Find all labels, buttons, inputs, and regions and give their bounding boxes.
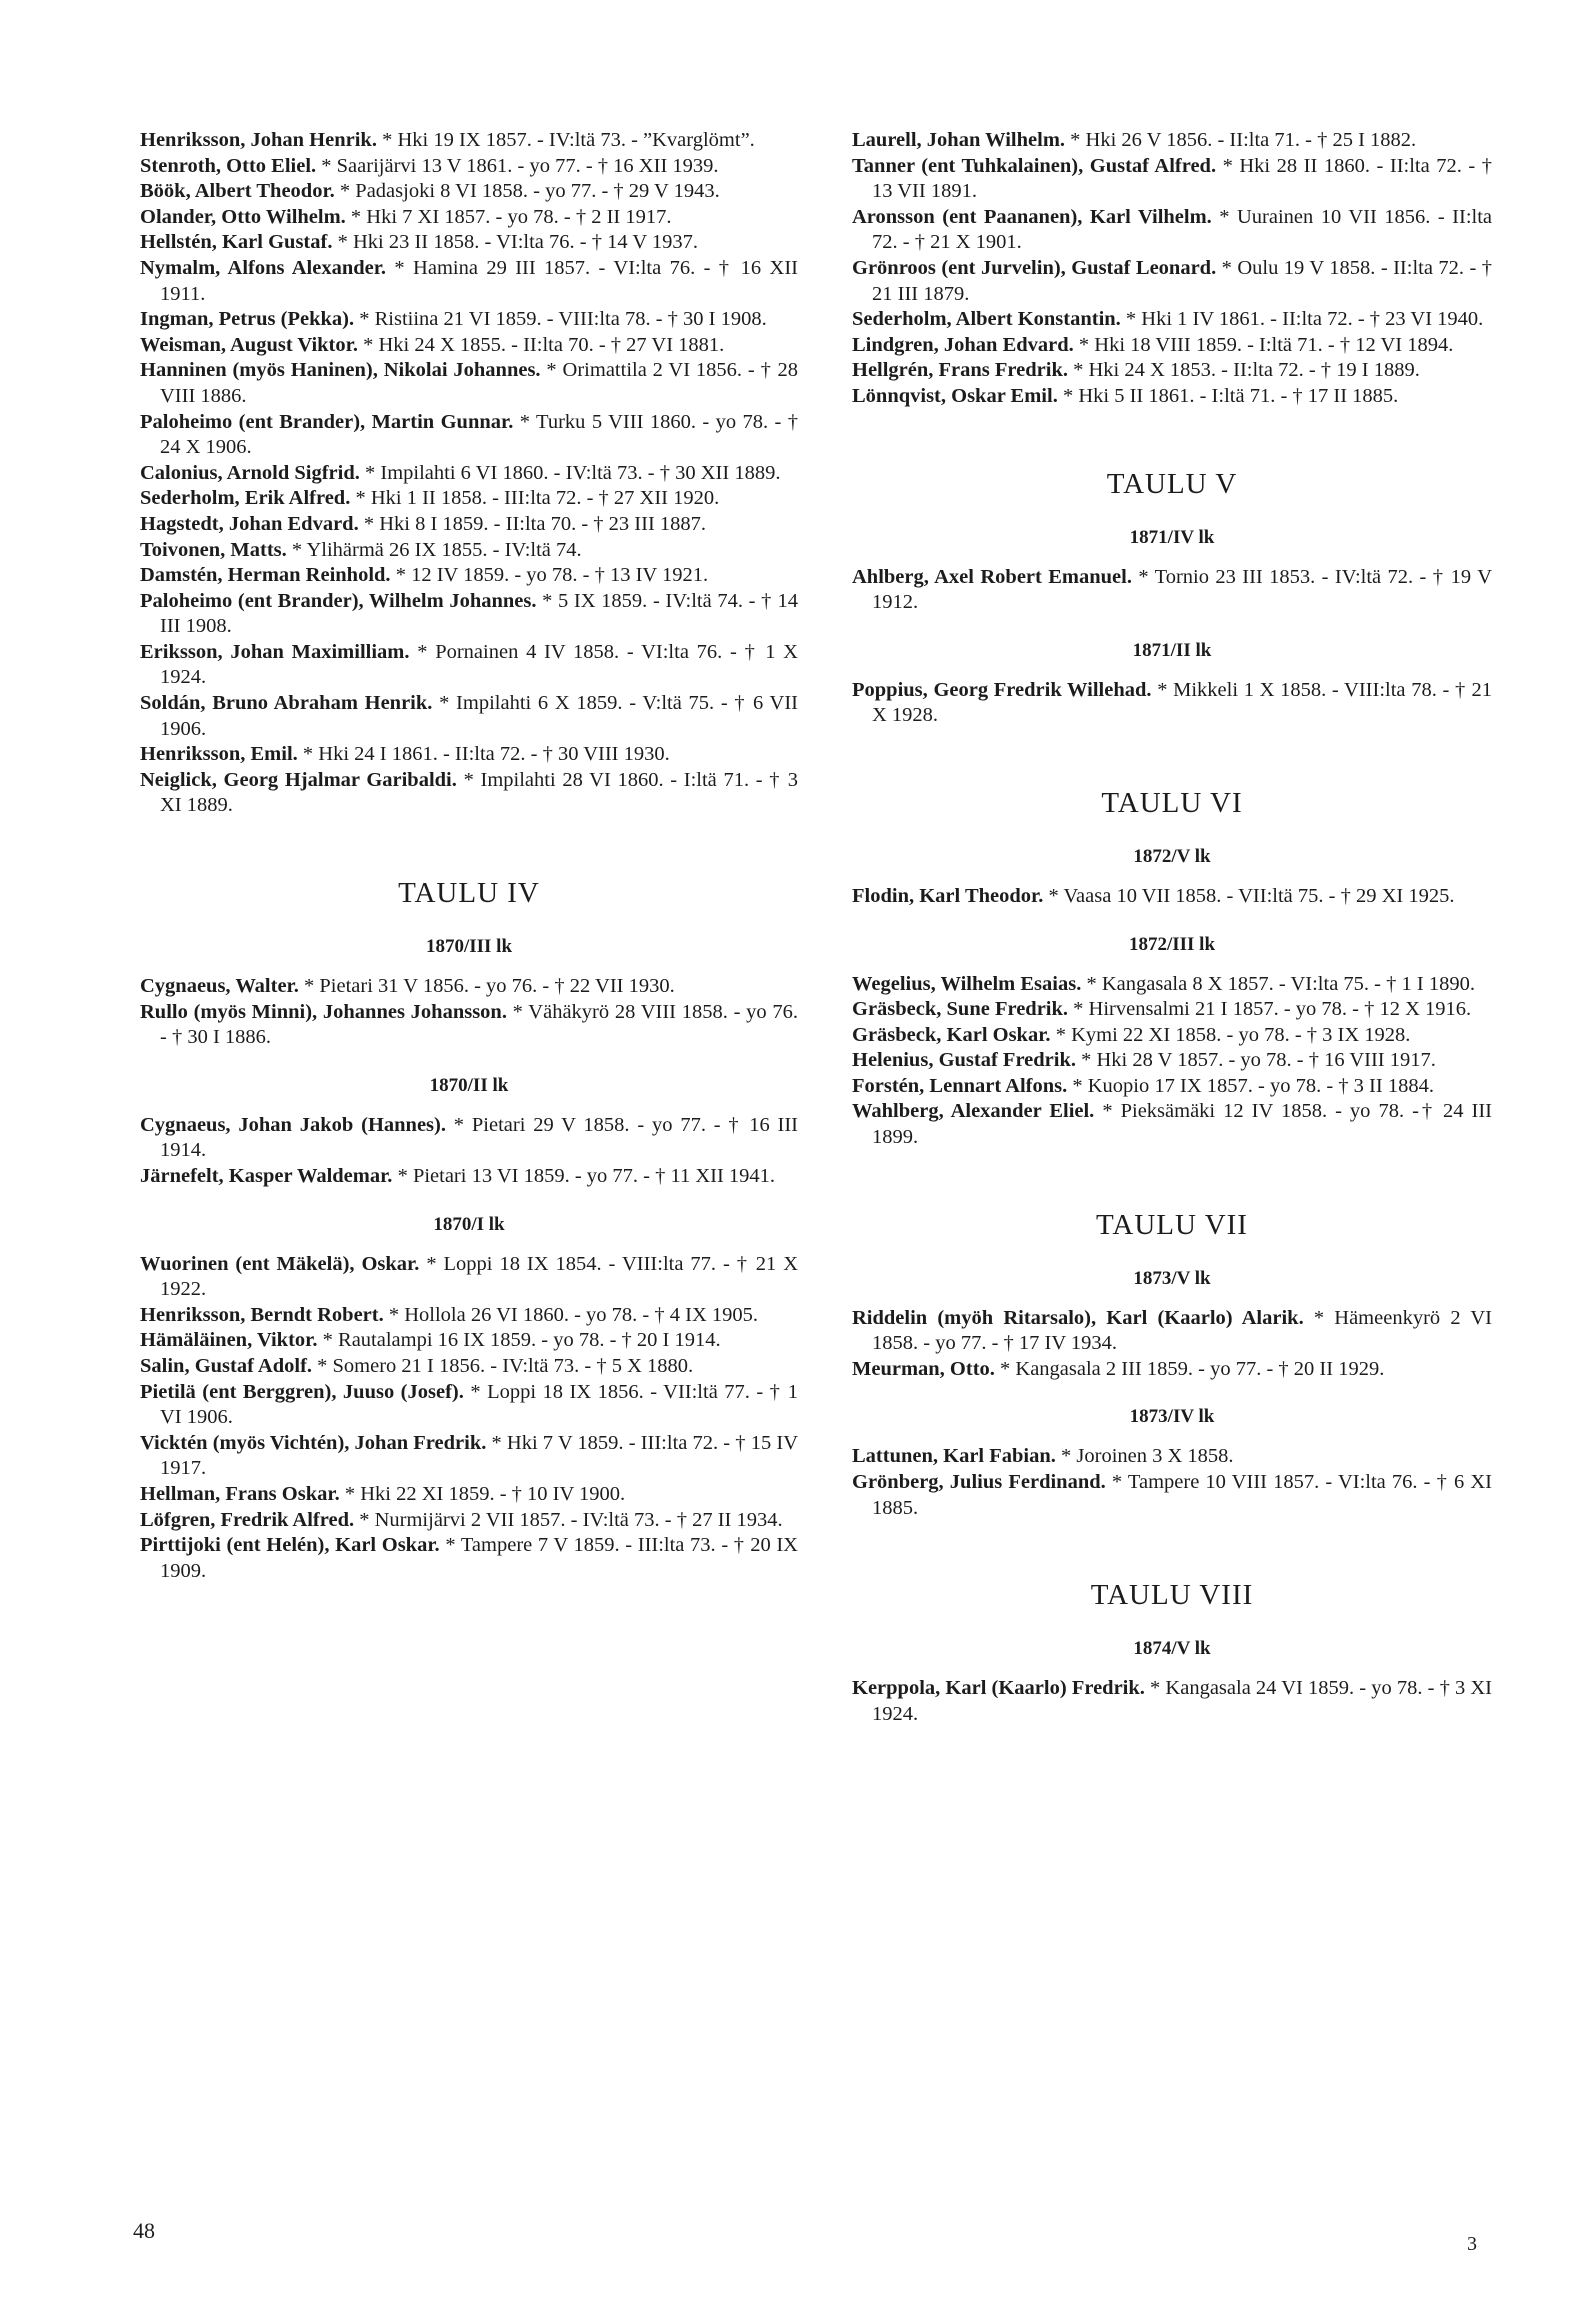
entry: [852, 972, 1492, 998]
entry: [852, 256, 1492, 307]
entry-details: * Impilahti 28 VI 1860. - I:ltä 71. - † 3 XI 1889.: [160, 768, 798, 817]
entry: [140, 1113, 798, 1164]
left-column: [140, 128, 798, 1584]
entry-name: Henriksson, Emil.: [140, 743, 298, 766]
entry-name: Stenroth, Otto Eliel.: [140, 154, 317, 177]
page-number-right: 3: [1467, 2233, 1477, 2255]
entry-details: * Loppi 18 IX 1856. - VII:ltä 77. - † 1 VI 1906.: [160, 1380, 799, 1429]
entry: [140, 1164, 798, 1190]
entry: [140, 1431, 798, 1482]
class-subheading: 1870/II lk: [429, 1074, 509, 1096]
entry-details: * Hki 1 II 1858. - III:lta 72. - † 27 XII 1920.: [350, 487, 720, 510]
entry-details: * Hki 28 II 1860. - II:lta 72. - † 13 VII 1891.: [872, 154, 1492, 203]
entry-name: Wuorinen (ent Mäkelä), Oskar.: [140, 1252, 420, 1275]
entry-name: Toivonen, Matts.: [140, 538, 287, 561]
entry-details: * Hki 19 IX 1857. - IV:ltä 73. - ”Kvarglömt”.: [376, 129, 755, 151]
section-heading: TAULU IV: [398, 877, 540, 910]
entry: [852, 1306, 1492, 1357]
class-subheading: 1873/V lk: [1133, 1267, 1211, 1289]
entry-details: * Kangasala 24 VI 1859. - yo 78. - † 3 XI 1924.: [872, 1677, 1492, 1725]
entry-name: Meurman, Otto.: [852, 1357, 995, 1380]
entry-name: Hagstedt, Johan Edvard.: [140, 512, 359, 535]
entry: [852, 154, 1492, 205]
entry: [140, 1000, 798, 1051]
entry-details: * Saarijärvi 13 V 1861. - yo 77. - † 16 XII 1939.: [316, 154, 719, 177]
entry-name: Tanner (ent Tuhkalainen), Gustaf Alfred.: [852, 154, 1217, 177]
entry-name: Hanninen (myös Haninen), Nikolai Johannes.: [140, 359, 541, 382]
entry-name: Wahlberg, Alexander Eliel.: [852, 1100, 1095, 1123]
entry-name: Riddelin (myöh Ritarsalo), Karl (Kaarlo) Alarik.: [852, 1306, 1304, 1329]
entry-name: Hellgrén, Frans Fredrik.: [852, 359, 1068, 382]
entry-details: * Kangasala 8 X 1857. - VI:lta 75. - † 1 I 1890.: [1081, 972, 1475, 995]
entry: [140, 563, 798, 589]
entry: [852, 1357, 1492, 1383]
entry-name: Ingman, Petrus (Pekka).: [140, 308, 355, 331]
entry-details: * Hki 22 XI 1859. - † 10 IV 1900.: [339, 1482, 626, 1505]
entry: [140, 768, 798, 819]
entry-details: * Hki 8 I 1859. - II:lta 70. - † 23 III 1887.: [358, 512, 707, 535]
entry: [140, 358, 798, 409]
entry-name: Hellstén, Karl Gustaf.: [140, 231, 333, 254]
entry-name: Poppius, Georg Fredrik Willehad.: [852, 678, 1152, 701]
entry: [140, 691, 798, 742]
entry-details: * Vaasa 10 VII 1858. - VII:ltä 75. - † 29 XI 1925.: [1043, 884, 1455, 907]
entry-details: * Kangasala 2 III 1859. - yo 77. - † 20 II 1929.: [994, 1357, 1385, 1380]
entry: [852, 997, 1492, 1023]
entry-details: * Hollola 26 VI 1860. - yo 78. - † 4 IX 1905.: [383, 1303, 759, 1326]
entry-details: * Hämeenkyrö 2 VI 1858. - yo 77. - † 17 IV 1934.: [872, 1306, 1492, 1355]
entry: [852, 307, 1492, 333]
entry-details: * Hki 7 XI 1857. - yo 78. - † 2 II 1917.: [345, 205, 672, 228]
entry-name: Rullo (myös Minni), Johannes Johansson.: [140, 1000, 507, 1023]
entry-name: Neiglick, Georg Hjalmar Garibaldi.: [140, 768, 457, 791]
entry-name: Damstén, Herman Reinhold.: [140, 564, 391, 587]
entry: [140, 1380, 798, 1431]
entry-details: * Impilahti 6 VI 1860. - IV:ltä 73. - † 30 XII 1889.: [359, 461, 781, 484]
entry-name: Paloheimo (ent Brander), Martin Gunnar.: [140, 410, 514, 433]
entry-name: Salin, Gustaf Adolf.: [140, 1354, 313, 1377]
entry-details: * Turku 5 VIII 1860. - yo 78. - † 24 X 1906.: [160, 410, 798, 459]
entry-name: Flodin, Karl Theodor.: [852, 884, 1044, 907]
entry-name: Pietilä (ent Berggren), Juuso (Josef).: [140, 1380, 464, 1403]
entry-details: * Nurmijärvi 2 VII 1857. - IV:ltä 73. - † 27 II 1934.: [354, 1508, 783, 1531]
entry-details: * Hki 23 II 1858. - VI:lta 76. - † 14 V 1937.: [332, 231, 699, 254]
entry-name: Nymalm, Alfons Alexander.: [140, 256, 387, 279]
entry-name: Forstén, Lennart Alfons.: [852, 1074, 1068, 1097]
entry-name: Gräsbeck, Sune Fredrik.: [852, 998, 1069, 1021]
entry-name: Pirttijoki (ent Helén), Karl Oskar.: [140, 1534, 440, 1557]
entry-details: * Kymi 22 XI 1858. - yo 78. - † 3 IX 1928.: [1050, 1023, 1411, 1046]
entry-name: Paloheimo (ent Brander), Wilhelm Johannes.: [140, 589, 537, 612]
entry: [852, 1099, 1492, 1150]
entry-name: Lattunen, Karl Fabian.: [852, 1445, 1056, 1468]
entry: [852, 384, 1492, 410]
entry-name: Soldán, Bruno Abraham Henrik.: [140, 692, 433, 715]
entry-name: Helenius, Gustaf Fredrik.: [852, 1049, 1076, 1072]
section-heading: TAULU VIII: [1090, 1579, 1254, 1612]
class-subheading: 1871/II lk: [1132, 639, 1212, 661]
entry: [852, 205, 1492, 256]
entry-details: * Hki 7 V 1859. - III:lta 72. - † 15 IV 1917.: [160, 1431, 799, 1480]
entry: [852, 678, 1492, 729]
entry-name: Grönberg, Julius Ferdinand.: [852, 1471, 1106, 1494]
entry: [140, 1252, 798, 1303]
entry: [140, 154, 798, 180]
entry-details: * Tampere 10 VIII 1857. - VI:lta 76. - † 6 XI 1885.: [872, 1471, 1492, 1519]
entry: [140, 538, 798, 564]
entry-details: * Rautalampi 16 IX 1859. - yo 78. - † 20 I 1914.: [317, 1329, 721, 1352]
entry-details: * Mikkeli 1 X 1858. - VIII:lta 78. - † 21 X 1928.: [872, 678, 1492, 727]
entry-details: * Ylihärmä 26 IX 1855. - IV:ltä 74.: [286, 538, 582, 561]
entry-details: * Ristiina 21 VI 1859. - VIII:lta 78. - † 30 I 1908.: [354, 308, 767, 331]
class-subheading: 1872/V lk: [1133, 845, 1211, 867]
entry-details: * Joroinen 3 X 1858.: [1055, 1445, 1234, 1468]
entry-details: * Orimattila 2 VI 1856. - † 28 VIII 1886.: [160, 359, 798, 407]
entry-details: * Impilahti 6 X 1859. - V:ltä 75. - † 6 VII 1906.: [160, 692, 799, 740]
entry: [140, 307, 798, 333]
section-heading: TAULU V: [1106, 467, 1238, 500]
class-subheading: 1874/V lk: [1133, 1638, 1211, 1660]
entry-details: * Pietari 29 V 1858. - yo 77. - † 16 III 1914.: [160, 1113, 798, 1162]
entry-details: * 12 IV 1859. - yo 78. - † 13 IV 1921.: [390, 564, 709, 587]
entry-details: * Pietari 31 V 1856. - yo 76. - † 22 VII 1930.: [298, 975, 675, 998]
entry-name: Eriksson, Johan Maximilliam.: [140, 640, 410, 663]
entry: [140, 974, 798, 1000]
entry: [852, 128, 1492, 154]
entry: [140, 205, 798, 231]
entry-name: Hellman, Frans Oskar.: [140, 1482, 340, 1505]
entry-details: * Hki 26 V 1856. - II:lta 71. - † 25 I 1882.: [1065, 129, 1417, 151]
entry-details: * Loppi 18 IX 1854. - VIII:lta 77. - † 21 X 1922.: [160, 1252, 798, 1301]
entry: [140, 1508, 798, 1534]
entry-name: Kerppola, Karl (Kaarlo) Fredrik.: [852, 1677, 1145, 1700]
entry-details: * Somero 21 I 1856. - IV:ltä 73. - † 5 X 1880.: [312, 1354, 694, 1377]
entry: [852, 358, 1492, 384]
entry-details: * Kuopio 17 IX 1857. - yo 78. - † 3 II 1884.: [1067, 1074, 1434, 1097]
entry-details: * Tornio 23 III 1853. - IV:ltä 72. - † 19 V 1912.: [872, 565, 1493, 614]
entry-details: * Hki 18 VIII 1859. - I:ltä 71. - † 12 VI 1894.: [1073, 333, 1454, 356]
entry-name: Lönnqvist, Oskar Emil.: [852, 384, 1058, 407]
entry-details: * Hki 28 V 1857. - yo 78. - † 16 VIII 1917.: [1076, 1049, 1436, 1072]
entry-details: * Hki 24 X 1855. - II:lta 70. - † 27 VI 1881.: [357, 333, 725, 356]
entry-name: Sederholm, Erik Alfred.: [140, 487, 351, 510]
entry-name: Gräsbeck, Karl Oskar.: [852, 1023, 1051, 1046]
entry-name: Hämäläinen, Viktor.: [140, 1329, 318, 1352]
class-subheading: 1870/I lk: [433, 1213, 505, 1235]
entry-name: Grönroos (ent Jurvelin), Gustaf Leonard.: [852, 256, 1217, 279]
entry-name: Cygnaeus, Johan Jakob (Hannes).: [140, 1113, 446, 1136]
entry-name: Cygnaeus, Walter.: [140, 975, 299, 998]
entry: [140, 1354, 798, 1380]
entry: [140, 1482, 798, 1508]
entry-name: Järnefelt, Kasper Waldemar.: [140, 1165, 393, 1187]
entry: [852, 884, 1492, 910]
class-subheading: 1872/III lk: [1128, 933, 1216, 955]
entry: [140, 486, 798, 512]
entry-details: * Oulu 19 V 1858. - II:lta 72. - † 21 III 1879.: [872, 256, 1492, 305]
entry-name: Wegelius, Wilhelm Esaias.: [852, 972, 1082, 995]
entry: [140, 1328, 798, 1354]
entry-details: * Padasjoki 8 VI 1858. - yo 77. - † 29 V 1943.: [334, 180, 720, 203]
entry-details: * Hki 24 I 1861. - II:lta 72. - † 30 VIII 1930.: [297, 743, 670, 766]
entry-details: * Hki 1 IV 1861. - II:lta 72. - † 23 VI 1940.: [1120, 308, 1484, 331]
entry: [140, 1303, 798, 1329]
entry: [140, 230, 798, 256]
entry-details: * Vähäkyrö 28 VIII 1858. - yo 76. - † 30 I 1886.: [160, 1000, 798, 1049]
entry: [852, 565, 1492, 616]
entry-name: Calonius, Arnold Sigfrid.: [140, 461, 360, 484]
entry: [140, 256, 798, 307]
entry: [852, 1074, 1492, 1100]
entry: [140, 512, 798, 538]
entry: [852, 333, 1492, 359]
entry: [140, 128, 798, 154]
right-column: [852, 128, 1492, 1727]
entry: [140, 461, 798, 487]
entry-details: * 5 IX 1859. - IV:ltä 74. - † 14 III 1908.: [160, 589, 798, 638]
entry: [140, 333, 798, 359]
entry: [852, 1470, 1492, 1521]
entry-details: * Hirvensalmi 21 I 1857. - yo 78. - † 12 X 1916.: [1068, 998, 1472, 1021]
entry-name: Henriksson, Johan Henrik.: [140, 129, 377, 151]
entry-name: Lindgren, Johan Edvard.: [852, 333, 1074, 356]
section-heading: TAULU VI: [1101, 786, 1243, 819]
entry: [852, 1023, 1492, 1049]
class-subheading: 1871/IV lk: [1129, 526, 1215, 548]
entry: [140, 179, 798, 205]
entry: [140, 742, 798, 768]
entry-name: Sederholm, Albert Konstantin.: [852, 308, 1121, 331]
entry: [140, 640, 798, 691]
entry-details: * Tampere 7 V 1859. - III:lta 73. - † 20 IX 1909.: [160, 1534, 798, 1582]
entry: [852, 1444, 1492, 1470]
entry-name: Olander, Otto Wilhelm.: [140, 205, 346, 228]
entry: [852, 1048, 1492, 1074]
entry-details: * Pornainen 4 IV 1858. - VI:lta 76. - † 1 X 1924.: [160, 640, 798, 689]
entry: [140, 1533, 798, 1584]
entry-name: Henriksson, Berndt Robert.: [140, 1303, 384, 1326]
entry-name: Böök, Albert Theodor.: [140, 180, 335, 203]
page-number-left: 48: [133, 2218, 155, 2243]
entry-details: * Pietari 13 VI 1859. - yo 77. - † 11 XII 1941.: [392, 1165, 776, 1187]
entry-name: Ahlberg, Axel Robert Emanuel.: [852, 565, 1132, 588]
entry-name: Löfgren, Fredrik Alfred.: [140, 1508, 355, 1531]
entry-details: * Uurainen 10 VII 1856. - II:lta 72. - † 21 X 1901.: [872, 205, 1493, 254]
entry: [852, 1676, 1492, 1727]
entry-details: * Pieksämäki 12 IV 1858. - yo 78. -† 24 III 1899.: [872, 1100, 1492, 1149]
entry-details: * Hki 24 X 1853. - II:lta 72. - † 19 I 1889.: [1067, 359, 1420, 382]
entry-details: * Hamina 29 III 1857. - VI:lta 76. - † 16 XII 1911.: [160, 256, 798, 305]
entry: [140, 589, 798, 640]
entry-name: Vicktén (myös Vichtén), Johan Fredrik.: [140, 1431, 487, 1454]
class-subheading: 1870/III lk: [425, 936, 513, 958]
entry-details: * Hki 5 II 1861. - I:ltä 71. - † 17 II 1885.: [1057, 384, 1399, 407]
section-heading: TAULU VII: [1096, 1208, 1248, 1241]
entry-name: Aronsson (ent Paananen), Karl Vilhelm.: [852, 205, 1212, 228]
class-subheading: 1873/IV lk: [1129, 1406, 1215, 1428]
entry-name: Weisman, August Viktor.: [140, 333, 358, 356]
entry-name: Laurell, Johan Wilhelm.: [852, 129, 1066, 151]
entry: [140, 410, 798, 461]
